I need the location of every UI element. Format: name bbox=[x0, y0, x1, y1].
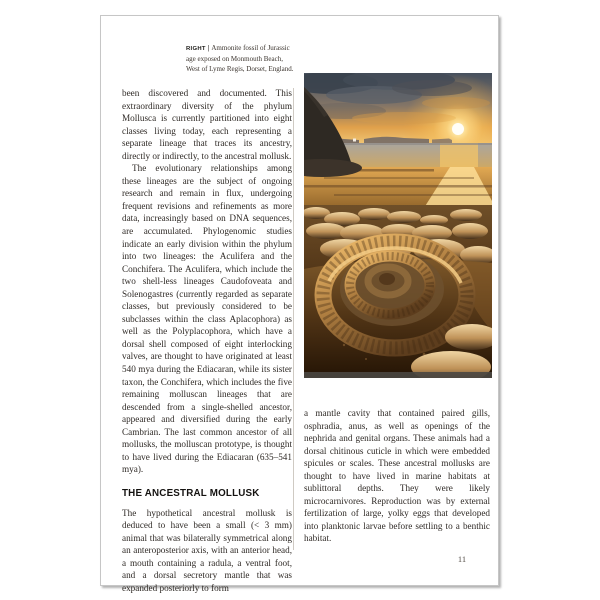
left-text-column bbox=[122, 87, 292, 594]
body-paragraph: been discovered and documented. This extraordinary diversity of the phylum Mollusca is currently partitioned into eight classes living today, each representing a separate lineage that traces its ancestry, directly or indirectly, to the ancestral mollusk. bbox=[122, 88, 292, 161]
page-number: 11 bbox=[457, 554, 467, 564]
ammonite-photo-graphic bbox=[304, 73, 492, 378]
caption-label: RIGHT bbox=[186, 46, 206, 52]
body-paragraph: a mantle cavity that contained paired gills, osphradia, anus, as well as openings of the nephrida and genital organs. These animals had a dorsal chitinous cuticle in which were embedded spicules or scales. These ancestral mollusks are thought to have lived in marine habitats at sublittoral depths. They were likely microcarnivores. Reproduction was by external fertilization of large, yolky eggs that developed into planktonic larvae before settling to a benthic habitat. bbox=[304, 408, 490, 544]
caption-text: Ammonite fossil of Jurassic age exposed on Monmouth Beach, West of Lyme Regis, Dorset, England. bbox=[186, 44, 294, 73]
right-text-column bbox=[304, 407, 490, 545]
figure-caption bbox=[186, 44, 296, 74]
ammonite-photo bbox=[304, 73, 492, 378]
book-page bbox=[100, 15, 499, 593]
body-paragraph: The evolutionary relationships among these lineages are the subject of ongoing research and remain in flux, undergoing frequent revisions and refinements as more data, increasingly based on DNA sequences, are accumulated. Phylogenomic studies indicate an early division within the phylum into two lineages: the Aculifera and the Conchifera. The Aculifera, which include the two shell-less lineages Caudofoveata and Solenogastres (currently regarded as separate classes, but previously considered to be subclasses within the class Aplacophora) as well as the Polyplacophora, which have a dorsal shell composed of eight interlocking valves, are thought to have originated at least 540 mya during the Ediacaran, while its sister taxon, the Conchifera, which includes the five remaining molluscan lineages that are descended from a single-shelled ancestor, appeared and diversified during the early Cambrian. The last common ancestor of all mollusks, the molluscan prototype, is thought to have lived during the Ediacaran (635–541 mya). bbox=[122, 163, 292, 475]
column-divider-rule bbox=[293, 88, 294, 550]
section-heading: THE ANCESTRAL MOLLUSK bbox=[122, 487, 260, 499]
caption-divider: | bbox=[207, 44, 210, 52]
body-paragraph: The hypothetical ancestral mollusk is deduced to have been a small (< 3 mm) animal that was bilaterally symmetrical along an anteroposterior axis, with an anterior head, a mouth containing a radula, a ventral foot, and a dorsal secretory mantle that was expanded posteriorly to form bbox=[122, 507, 292, 593]
